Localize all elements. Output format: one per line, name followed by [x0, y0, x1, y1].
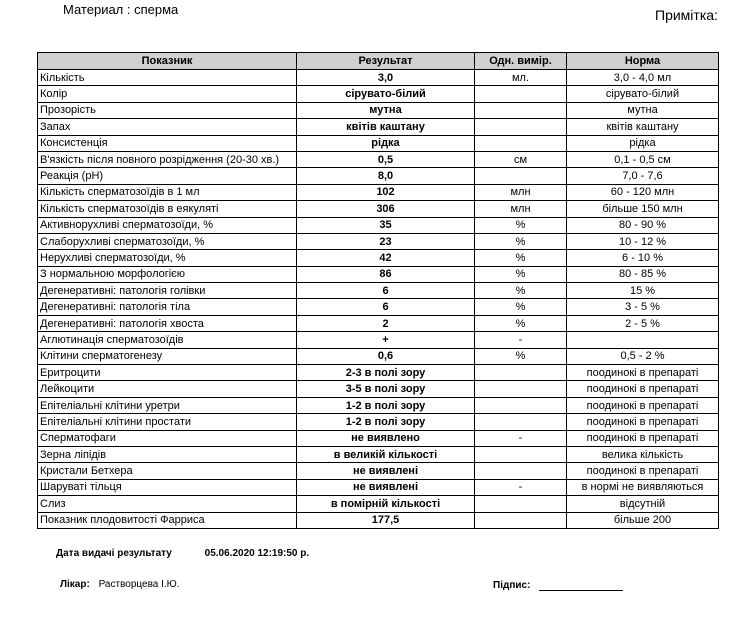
- table-row: [38, 397, 719, 413]
- indicator-cell: Дегенеративні: патологія голівки: [38, 283, 297, 299]
- table-row: [38, 135, 719, 151]
- table-row: [38, 430, 719, 446]
- result-cell: рідка: [297, 135, 475, 151]
- table-row: [38, 348, 719, 364]
- unit-cell: [475, 463, 567, 479]
- column-header-unit: Одн. вимір.: [475, 53, 567, 70]
- norm-cell: квітів каштану: [567, 119, 719, 135]
- norm-cell: сірувато-білий: [567, 86, 719, 102]
- norm-cell: 0,1 - 0,5 см: [567, 151, 719, 167]
- result-cell: 35: [297, 217, 475, 233]
- indicator-cell: Дегенеративні: патологія хвоста: [38, 315, 297, 331]
- doctor-block: [60, 579, 180, 590]
- result-cell: 1-2 в полі зору: [297, 414, 475, 430]
- result-cell: мутна: [297, 102, 475, 118]
- norm-cell: рідка: [567, 135, 719, 151]
- indicator-cell: Кількість сперматозоїдів в 1 мл: [38, 184, 297, 200]
- unit-cell: [475, 397, 567, 413]
- result-cell: 2-3 в полі зору: [297, 365, 475, 381]
- unit-cell: -: [475, 332, 567, 348]
- unit-cell: [475, 381, 567, 397]
- norm-cell: 0,5 - 2 %: [567, 348, 719, 364]
- doctor-label: Лікар:: [60, 579, 90, 590]
- result-cell: 2: [297, 315, 475, 331]
- indicator-cell: Активнорухливі сперматозоїди, %: [38, 217, 297, 233]
- table-row: [38, 414, 719, 430]
- result-cell: 23: [297, 233, 475, 249]
- unit-cell: %: [475, 233, 567, 249]
- unit-cell: -: [475, 430, 567, 446]
- indicator-cell: Лейкоцити: [38, 381, 297, 397]
- indicator-cell: Кількість сперматозоїдів в еякуляті: [38, 201, 297, 217]
- table-row: [38, 86, 719, 102]
- unit-cell: мл.: [475, 70, 567, 86]
- result-cell: 177,5: [297, 512, 475, 528]
- table-row: [38, 479, 719, 495]
- table-row: [38, 233, 719, 249]
- norm-cell: 80 - 85 %: [567, 266, 719, 282]
- norm-cell: 3,0 - 4,0 мл: [567, 70, 719, 86]
- result-cell: 102: [297, 184, 475, 200]
- table-row: [38, 119, 719, 135]
- result-cell: в помірній кількості: [297, 496, 475, 512]
- indicator-cell: Слаборухливі сперматозоїди, %: [38, 233, 297, 249]
- table-row: [38, 151, 719, 167]
- norm-cell: 80 - 90 %: [567, 217, 719, 233]
- table-row: [38, 250, 719, 266]
- indicator-cell: Нерухливі сперматозоїди, %: [38, 250, 297, 266]
- result-cell: 6: [297, 283, 475, 299]
- table-row: [38, 512, 719, 528]
- unit-cell: [475, 168, 567, 184]
- result-cell: не виявлені: [297, 463, 475, 479]
- indicator-cell: Зерна ліпідів: [38, 446, 297, 462]
- table-body: [38, 70, 719, 529]
- unit-cell: [475, 86, 567, 102]
- table-row: [38, 299, 719, 315]
- norm-cell: більше 150 млн: [567, 201, 719, 217]
- unit-cell: %: [475, 299, 567, 315]
- norm-cell: 6 - 10 %: [567, 250, 719, 266]
- indicator-cell: Слиз: [38, 496, 297, 512]
- table-row: [38, 266, 719, 282]
- indicator-cell: Реакція (pH): [38, 168, 297, 184]
- column-header-norm: Норма: [567, 53, 719, 70]
- norm-cell: поодинокі в препараті: [567, 463, 719, 479]
- unit-cell: млн: [475, 201, 567, 217]
- result-cell: 3-5 в полі зору: [297, 381, 475, 397]
- table-row: [38, 463, 719, 479]
- results-table: [37, 52, 719, 529]
- table-row: [38, 283, 719, 299]
- issue-date-label: Дата видачі результату: [56, 548, 172, 559]
- result-cell: не виявлено: [297, 430, 475, 446]
- table-header-row: [38, 53, 719, 70]
- result-cell: не виявлені: [297, 479, 475, 495]
- norm-cell: поодинокі в препараті: [567, 430, 719, 446]
- indicator-cell: Консистенція: [38, 135, 297, 151]
- result-cell: 42: [297, 250, 475, 266]
- result-cell: 86: [297, 266, 475, 282]
- issue-date-block: [56, 548, 309, 559]
- issue-date-value: 05.06.2020 12:19:50 р.: [204, 548, 310, 559]
- norm-cell: 3 - 5 %: [567, 299, 719, 315]
- unit-cell: [475, 496, 567, 512]
- norm-cell: [567, 332, 719, 348]
- table-row: [38, 168, 719, 184]
- result-cell: 8,0: [297, 168, 475, 184]
- column-header-indicator: Показник: [38, 53, 297, 70]
- unit-cell: %: [475, 217, 567, 233]
- indicator-cell: В'язкість після повного розрідження (20-30 хв.): [38, 151, 297, 167]
- table-row: [38, 217, 719, 233]
- unit-cell: [475, 119, 567, 135]
- result-cell: сірувато-білий: [297, 86, 475, 102]
- indicator-cell: Клітини сперматогенезу: [38, 348, 297, 364]
- unit-cell: %: [475, 283, 567, 299]
- norm-cell: поодинокі в препараті: [567, 381, 719, 397]
- indicator-cell: Колір: [38, 86, 297, 102]
- result-cell: 0,6: [297, 348, 475, 364]
- norm-cell: відсутній: [567, 496, 719, 512]
- unit-cell: [475, 102, 567, 118]
- norm-cell: 60 - 120 млн: [567, 184, 719, 200]
- note-label: Примітка:: [655, 7, 718, 23]
- unit-cell: см: [475, 151, 567, 167]
- table-row: [38, 184, 719, 200]
- unit-cell: [475, 446, 567, 462]
- indicator-cell: Запах: [38, 119, 297, 135]
- norm-cell: поодинокі в препараті: [567, 397, 719, 413]
- unit-cell: [475, 512, 567, 528]
- norm-cell: велика кількість: [567, 446, 719, 462]
- indicator-cell: Кристали Бетхера: [38, 463, 297, 479]
- indicator-cell: Дегенеративні: патологія тіла: [38, 299, 297, 315]
- indicator-cell: Шаруваті тільця: [38, 479, 297, 495]
- unit-cell: %: [475, 250, 567, 266]
- signature-block: [493, 579, 623, 591]
- table-row: [38, 381, 719, 397]
- table-row: [38, 496, 719, 512]
- indicator-cell: Прозорість: [38, 102, 297, 118]
- result-cell: 3,0: [297, 70, 475, 86]
- result-cell: в великій кількості: [297, 446, 475, 462]
- indicator-cell: Сперматофаги: [38, 430, 297, 446]
- unit-cell: -: [475, 479, 567, 495]
- result-cell: квітів каштану: [297, 119, 475, 135]
- norm-cell: поодинокі в препараті: [567, 365, 719, 381]
- table-row: [38, 70, 719, 86]
- signature-label: Підпис:: [493, 580, 531, 591]
- result-cell: 0,5: [297, 151, 475, 167]
- unit-cell: млн: [475, 184, 567, 200]
- table-row: [38, 201, 719, 217]
- indicator-cell: Епітеліальні клітини уретри: [38, 397, 297, 413]
- result-cell: 6: [297, 299, 475, 315]
- unit-cell: [475, 365, 567, 381]
- norm-cell: поодинокі в препараті: [567, 414, 719, 430]
- table-row: [38, 365, 719, 381]
- norm-cell: мутна: [567, 102, 719, 118]
- indicator-cell: З нормальною морфологією: [38, 266, 297, 282]
- norm-cell: 7,0 - 7,6: [567, 168, 719, 184]
- table-row: [38, 446, 719, 462]
- unit-cell: %: [475, 266, 567, 282]
- table-row: [38, 332, 719, 348]
- indicator-cell: Аглютинація сперматозоїдів: [38, 332, 297, 348]
- result-cell: +: [297, 332, 475, 348]
- indicator-cell: Еритроцити: [38, 365, 297, 381]
- column-header-result: Результат: [297, 53, 475, 70]
- norm-cell: більше 200: [567, 512, 719, 528]
- norm-cell: в нормі не виявляються: [567, 479, 719, 495]
- table-row: [38, 102, 719, 118]
- material-label: Материал : сперма: [63, 2, 179, 17]
- unit-cell: [475, 135, 567, 151]
- unit-cell: %: [475, 348, 567, 364]
- indicator-cell: Показник плодовитості Фарриса: [38, 512, 297, 528]
- result-cell: 306: [297, 201, 475, 217]
- table-row: [38, 315, 719, 331]
- doctor-name: Растворцева І.Ю.: [98, 579, 180, 590]
- norm-cell: 10 - 12 %: [567, 233, 719, 249]
- norm-cell: 15 %: [567, 283, 719, 299]
- indicator-cell: Епітеліальні клітини простати: [38, 414, 297, 430]
- unit-cell: %: [475, 315, 567, 331]
- signature-line: [539, 579, 623, 591]
- norm-cell: 2 - 5 %: [567, 315, 719, 331]
- indicator-cell: Кількість: [38, 70, 297, 86]
- result-cell: 1-2 в полі зору: [297, 397, 475, 413]
- unit-cell: [475, 414, 567, 430]
